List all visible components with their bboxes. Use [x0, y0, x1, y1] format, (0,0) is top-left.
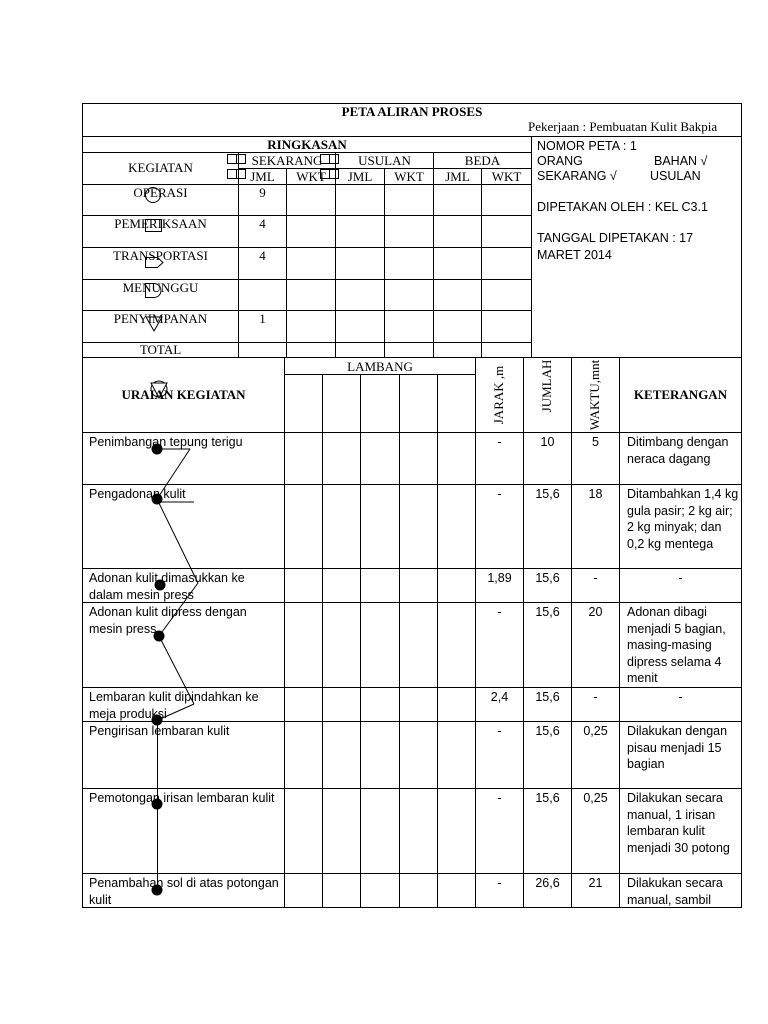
group-beda: BEDA — [464, 153, 501, 168]
row-uraian: Pemotongan irisan lembaran kulit — [89, 791, 275, 805]
row-keterangan: Dilakukan secara manual, sambil — [627, 876, 723, 907]
row-jarak: - — [497, 435, 502, 449]
summary-row-label: MENUNGGU — [122, 280, 199, 295]
row-uraian: Lembaran kulit dipindahkan ke meja produksi — [89, 690, 259, 721]
orang-label: ORANG — [537, 154, 583, 168]
row-keterangan: Ditambahkan 1,4 kg gula pasir; 2 kg air; 2 kg minyak; dan 0,2 kg mentega — [627, 487, 739, 551]
jumlah-header: JUMLAH — [539, 359, 554, 413]
row-jumlah: 15,6 — [535, 487, 560, 501]
summary-row-label: PENYIMPANAN — [113, 311, 208, 326]
row-uraian: Penambahan sol di atas potongan kulit — [89, 876, 279, 907]
summary-row-jml: 4 — [259, 248, 266, 263]
sub-header-wkt: WKT — [394, 169, 424, 184]
row-keterangan: Dilakukan dengan pisau menjadi 15 bagian — [627, 724, 728, 771]
row-waktu: - — [593, 571, 598, 585]
row-jarak: - — [497, 724, 502, 738]
row-uraian: Adonan kulit dipress dengan mesin press — [89, 605, 247, 636]
sub-header-jml: JML — [445, 169, 470, 184]
row-jarak: - — [497, 487, 502, 501]
row-jumlah: 15,6 — [535, 571, 560, 585]
tanggal-dipetakan: TANGGAL DIPETAKAN : 17 MARET 2014 — [537, 231, 694, 262]
row-keterangan: - — [678, 571, 683, 585]
jarak-header: JARAK ,m — [491, 365, 506, 425]
row-uraian: Penimbangan tepung terigu — [89, 435, 243, 449]
summary-row-jml: 9 — [259, 185, 266, 200]
sekarang-label: SEKARANG √ — [537, 169, 617, 183]
keterangan-header: KETERANGAN — [633, 387, 728, 402]
row-jarak: - — [497, 605, 502, 619]
row-waktu: 0,25 — [583, 724, 608, 738]
total-label: TOTAL — [139, 342, 182, 357]
row-jumlah: 15,6 — [535, 724, 560, 738]
row-jarak: - — [497, 791, 502, 805]
group-usulan: USULAN — [358, 153, 411, 168]
row-jumlah: 15,6 — [535, 690, 560, 704]
row-waktu: 18 — [588, 487, 603, 501]
row-waktu: 21 — [588, 876, 603, 890]
row-jumlah: 10 — [540, 435, 555, 449]
sub-header-wkt: WKT — [491, 169, 522, 184]
row-keterangan: Ditimbang dengan neraca dagang — [627, 435, 729, 466]
bahan-label: BAHAN √ — [654, 154, 708, 168]
row-jumlah: 26,6 — [535, 876, 560, 890]
nomor-peta: NOMOR PETA : 1 — [537, 139, 637, 153]
row-uraian: Adonan kulit dimasukkan ke dalam mesin press — [89, 571, 245, 602]
summary-row-jml: 4 — [259, 216, 266, 231]
sub-header-jml: JML — [347, 169, 373, 184]
row-keterangan: Dilakukan secara manual, 1 irisan lembaran kulit menjadi 30 potong — [627, 791, 730, 855]
sub-header-jml: JML — [250, 169, 275, 184]
summary-row-label: OPERASI — [133, 185, 188, 200]
row-jarak: 2,4 — [490, 690, 509, 704]
row-jumlah: 15,6 — [535, 791, 560, 805]
sub-header-wkt: WKT — [296, 169, 326, 184]
row-waktu: 20 — [588, 605, 603, 619]
row-waktu: - — [593, 690, 598, 704]
pekerjaan-label: Pekerjaan : Pembuatan Kulit Bakpia — [528, 119, 718, 134]
waktu-header: WAKTU,mnt — [587, 359, 602, 431]
row-waktu: 5 — [592, 435, 599, 449]
summary-row-jml: 1 — [259, 311, 266, 326]
row-keterangan: - — [678, 690, 683, 704]
kegiatan-label: KEGIATAN — [128, 160, 193, 175]
summary-row-label: TRANSPORTASI — [113, 248, 208, 263]
uraian-header: URAIAN KEGIATAN — [121, 387, 246, 402]
row-uraian: Pengirisan lembaran kulit — [89, 724, 230, 738]
usulan-label: USULAN — [650, 169, 701, 183]
summary-title: RINGKASAN — [267, 137, 347, 152]
row-uraian: Pengadonan kulit — [89, 487, 186, 501]
row-jarak: - — [497, 876, 502, 890]
row-waktu: 0,25 — [583, 791, 608, 805]
page-title: PETA ALIRAN PROSES — [341, 104, 483, 119]
row-jumlah: 15,6 — [535, 605, 560, 619]
summary-row-label: PEMERIKSAAN — [114, 216, 207, 231]
group-sekarang: SEKARANG — [251, 153, 323, 168]
row-keterangan: Adonan dibagi menjadi 5 bagian, masing-masing dipress selama 4 menit — [627, 605, 726, 685]
lambang-header: LAMBANG — [347, 359, 413, 374]
dipetakan-oleh: DIPETAKAN OLEH : KEL C3.1 — [537, 200, 708, 214]
row-jarak: 1,89 — [487, 571, 512, 585]
